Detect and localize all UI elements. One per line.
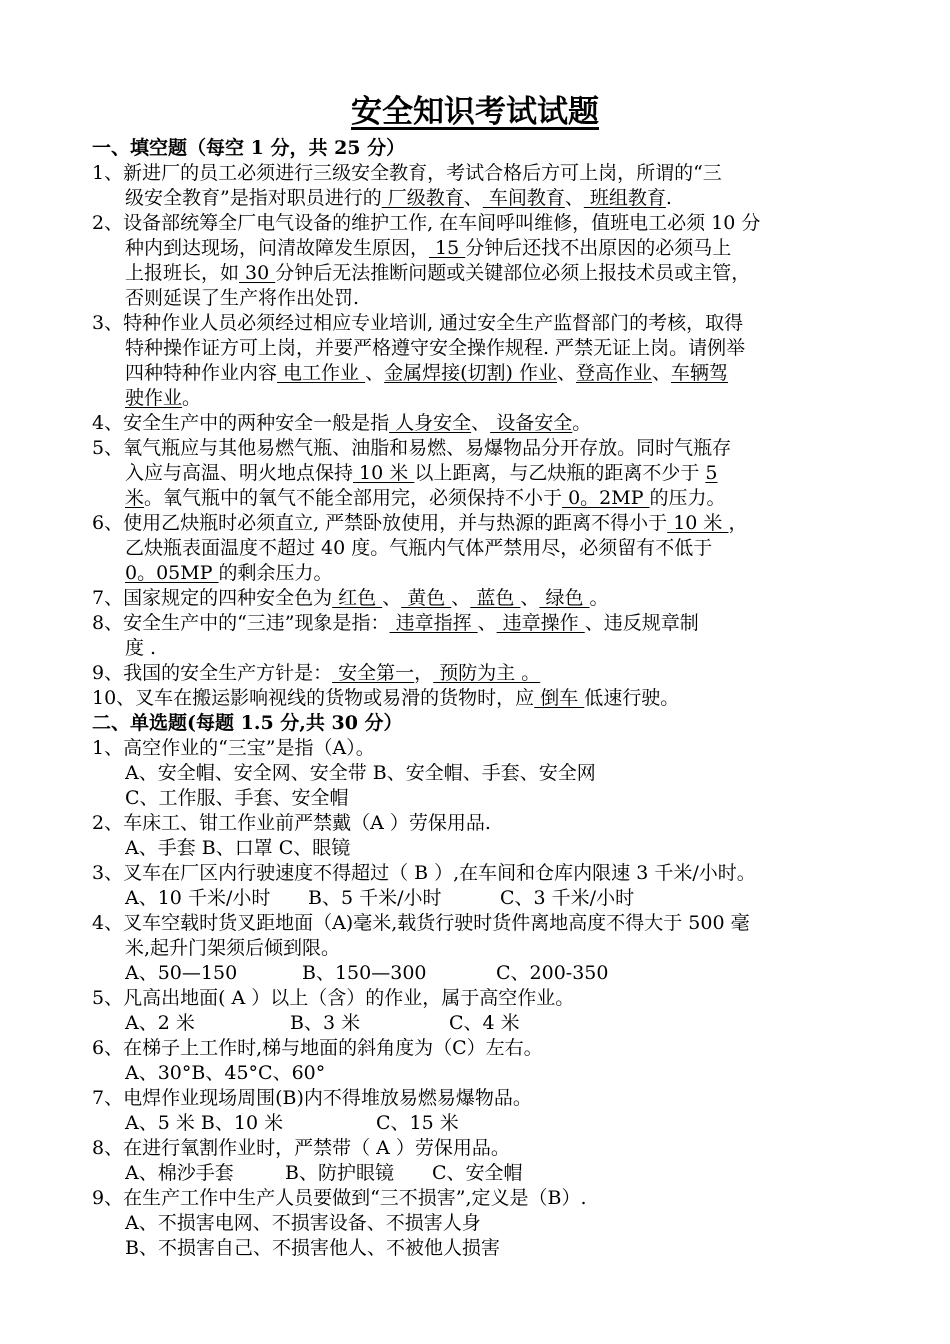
page-title: 安全知识考试试题 <box>351 94 599 130</box>
q2-line-4: 否则延误了生产将作出处罚. <box>125 287 360 309</box>
mc-q4-stem-1: 4、叉车空载时货叉距地面（A)毫米,载货行驶时货件离地高度不得大于 500 毫 <box>92 912 750 934</box>
answer-blank: 班组教育 <box>583 187 666 209</box>
answer-blank: 红色 <box>332 587 383 609</box>
q2-line-2: 种内到达现场，问清故障发生原因， 15 分钟后还找不出原因的必须马上 <box>125 237 732 259</box>
mc-q8-option-c: C、安全帽 <box>432 1162 523 1184</box>
mc-q3-stem: 3、叉车在厂区内行驶速度不得超过（ B ）,在车间和仓库内限速 3 千米/小时。 <box>92 862 756 884</box>
mc-q6-stem: 6、在梯子上工作时,梯与地面的斜角度为（C）左右。 <box>92 1037 543 1059</box>
q9-line-1: 9、我国的安全生产方针是： 安全第一， 预防为主 。 <box>92 662 541 684</box>
answer-blank: 厂级教育 <box>381 187 464 209</box>
answer-blank: 绿色 <box>539 587 590 609</box>
answer-blank: 30 <box>239 262 276 284</box>
q3-line-1: 3、特种作业人员必须经过相应专业培训, 通过安全生产监督部门的考核，取得 <box>92 312 744 334</box>
mc-q5-stem: 5、凡高出地面( A ）以上（含）的作业，属于高空作业。 <box>92 987 575 1009</box>
mc-q4-option-c: C、200-350 <box>496 962 609 984</box>
mc-q5-option-a: A、2 米 <box>125 1012 195 1034</box>
q7-line-1: 7、国家规定的四种安全色为 红色 、 黄色 、 蓝色 、 绿色 。 <box>92 587 609 609</box>
q2-line-3: 上报班长，如 30 分钟后无法推断问题或关键部位必须上报技术员或主管， <box>125 262 751 284</box>
mc-q5-option-b: B、3 米 <box>290 1012 361 1034</box>
q6-line-3: 0。05MP 的剩余压力。 <box>125 562 333 584</box>
answer-blank: 登高作业 <box>576 362 653 384</box>
q2-line-1: 2、设备部统筹全厂电气设备的维护工作, 在车间呼叫维修，值班电工必须 10 分 <box>92 212 761 234</box>
q5-line-1: 5、氧气瓶应与其他易燃气瓶、油脂和易燃、易爆物品分开存放。同时气瓶存 <box>92 437 732 459</box>
mc-q9-option-a: A、不损害电网、不损害设备、不损害人身 <box>125 1212 481 1234</box>
answer-blank: 车间教育 <box>482 187 565 209</box>
mc-q8-option-a: A、棉沙手套 <box>125 1162 234 1184</box>
mc-q1-stem: 1、高空作业的“三宝”是指（A）。 <box>92 737 375 759</box>
mc-q1-options-1: A、安全帽、安全网、安全带 B、安全帽、手套、安全网 <box>125 762 596 784</box>
q3-line-2: 特种操作证方可上岗，并要严格遵守安全操作规程. 严禁无证上岗。请例举 <box>125 337 746 359</box>
answer-blank: 0。05MP <box>125 562 219 584</box>
q8-line-1: 8、安全生产中的“三违”现象是指： 违章指挥 、 违章操作 、违反规章制 <box>92 612 699 634</box>
answer-blank: 预防为主 。 <box>433 662 541 684</box>
mc-q9-option-b: B、不损害自己、不损害他人、不被他人损害 <box>125 1237 500 1259</box>
q3-line-3: 四种特种作业内容 电工作业 、金属焊接(切割) 作业、登高作业、车辆驾 <box>125 362 729 384</box>
q6-line-1: 6、使用乙炔瓶时必须直立, 严禁卧放使用，并与热源的距离不得小于 10 米 ， <box>92 512 748 534</box>
mc-q6-options: A、30°B、45°C、60° <box>125 1062 326 1084</box>
q1-line-1: 1、新进厂的员工必须进行三级安全教育，考试合格后方可上岗，所谓的“三 <box>92 162 722 184</box>
answer-blank: 电工作业 <box>277 362 366 384</box>
mc-q2-options: A、手套 B、口罩 C、眼镜 <box>125 837 351 859</box>
mc-q5-option-c: C、4 米 <box>449 1012 520 1034</box>
q4-line-1: 4、安全生产中的两种安全一般是指 人身安全、 设备安全。 <box>92 412 592 434</box>
mc-q8-stem: 8、在进行氧割作业时，严禁带（ A ）劳保用品。 <box>92 1137 510 1159</box>
q10-line-1: 10、叉车在搬运影响视线的货物或易滑的货物时，应 倒车 低速行驶。 <box>92 687 680 709</box>
section-header-fill-in: 一、填空题（每空 1 分，共 25 分） <box>92 137 406 159</box>
mc-q7-option-a-b: A、5 米 B、10 米 <box>125 1112 284 1134</box>
q1-line-2: 级安全教育”是指对职员进行的 厂级教育、 车间教育、 班组教育. <box>125 187 672 209</box>
q3-line-4: 驶作业。 <box>125 387 202 409</box>
answer-blank: 倒车 <box>534 687 585 709</box>
mc-q4-stem-2: 米,起升门架须后倾到限。 <box>125 937 341 959</box>
answer-blank: 5 <box>705 462 718 484</box>
q5-line-2: 入应与高温、明火地点保持 10 米 以上距离，与乙炔瓶的距离不少于 5 <box>125 462 718 484</box>
answer-blank: 设备安全 <box>490 412 573 434</box>
mc-q4-option-a: A、50—150 <box>125 962 238 984</box>
q5-line-3: 米。氧气瓶中的氧气不能全部用完，必须保持不小于 0。2MP 的压力。 <box>125 487 726 509</box>
mc-q7-option-c: C、15 米 <box>376 1112 459 1134</box>
answer-blank: 人身安全 <box>389 412 472 434</box>
mc-q2-stem: 2、车床工、钳工作业前严禁戴（A ）劳保用品. <box>92 812 491 834</box>
answer-blank: 15 <box>429 237 466 259</box>
answer-blank: 车辆驾 <box>671 362 729 384</box>
mc-q3-option-c: C、3 千米/小时 <box>500 887 635 909</box>
q6-line-2: 乙炔瓶表面温度不超过 40 度。气瓶内气体严禁用尽，必须留有不低于 <box>125 537 713 559</box>
mc-q8-option-b: B、防护眼镜 <box>285 1162 394 1184</box>
answer-blank: 驶作业 <box>125 387 183 409</box>
answer-blank: 违章操作 <box>496 612 585 634</box>
mc-q9-stem: 9、在生产工作中生产人员要做到“三不损害”,定义是（B）. <box>92 1187 587 1209</box>
answer-blank: 0。2MP <box>562 487 650 509</box>
answer-blank: 米 <box>125 487 145 509</box>
mc-q3-option-a: A、10 千米/小时 <box>125 887 271 909</box>
answer-blank: 安全第一 <box>332 662 415 684</box>
mc-q1-options-2: C、工作服、手套、安全帽 <box>125 787 349 809</box>
answer-blank: 10 米 <box>353 462 415 484</box>
q8-line-2: 度 . <box>125 637 157 659</box>
answer-blank: 黄色 <box>401 587 452 609</box>
mc-q4-option-b: B、150—300 <box>302 962 427 984</box>
answer-blank: 10 米 <box>667 512 729 534</box>
answer-blank: 违章指挥 <box>389 612 478 634</box>
answer-blank: 蓝色 <box>470 587 521 609</box>
section-header-single-choice: 二、单选题(每题 1.5 分,共 30 分） <box>92 712 403 734</box>
mc-q7-stem: 7、电焊作业现场周围(B)内不得堆放易燃易爆物品。 <box>92 1087 532 1109</box>
answer-blank: 金属焊接(切割) 作业 <box>384 362 557 384</box>
mc-q3-option-b: B、5 千米/小时 <box>308 887 442 909</box>
